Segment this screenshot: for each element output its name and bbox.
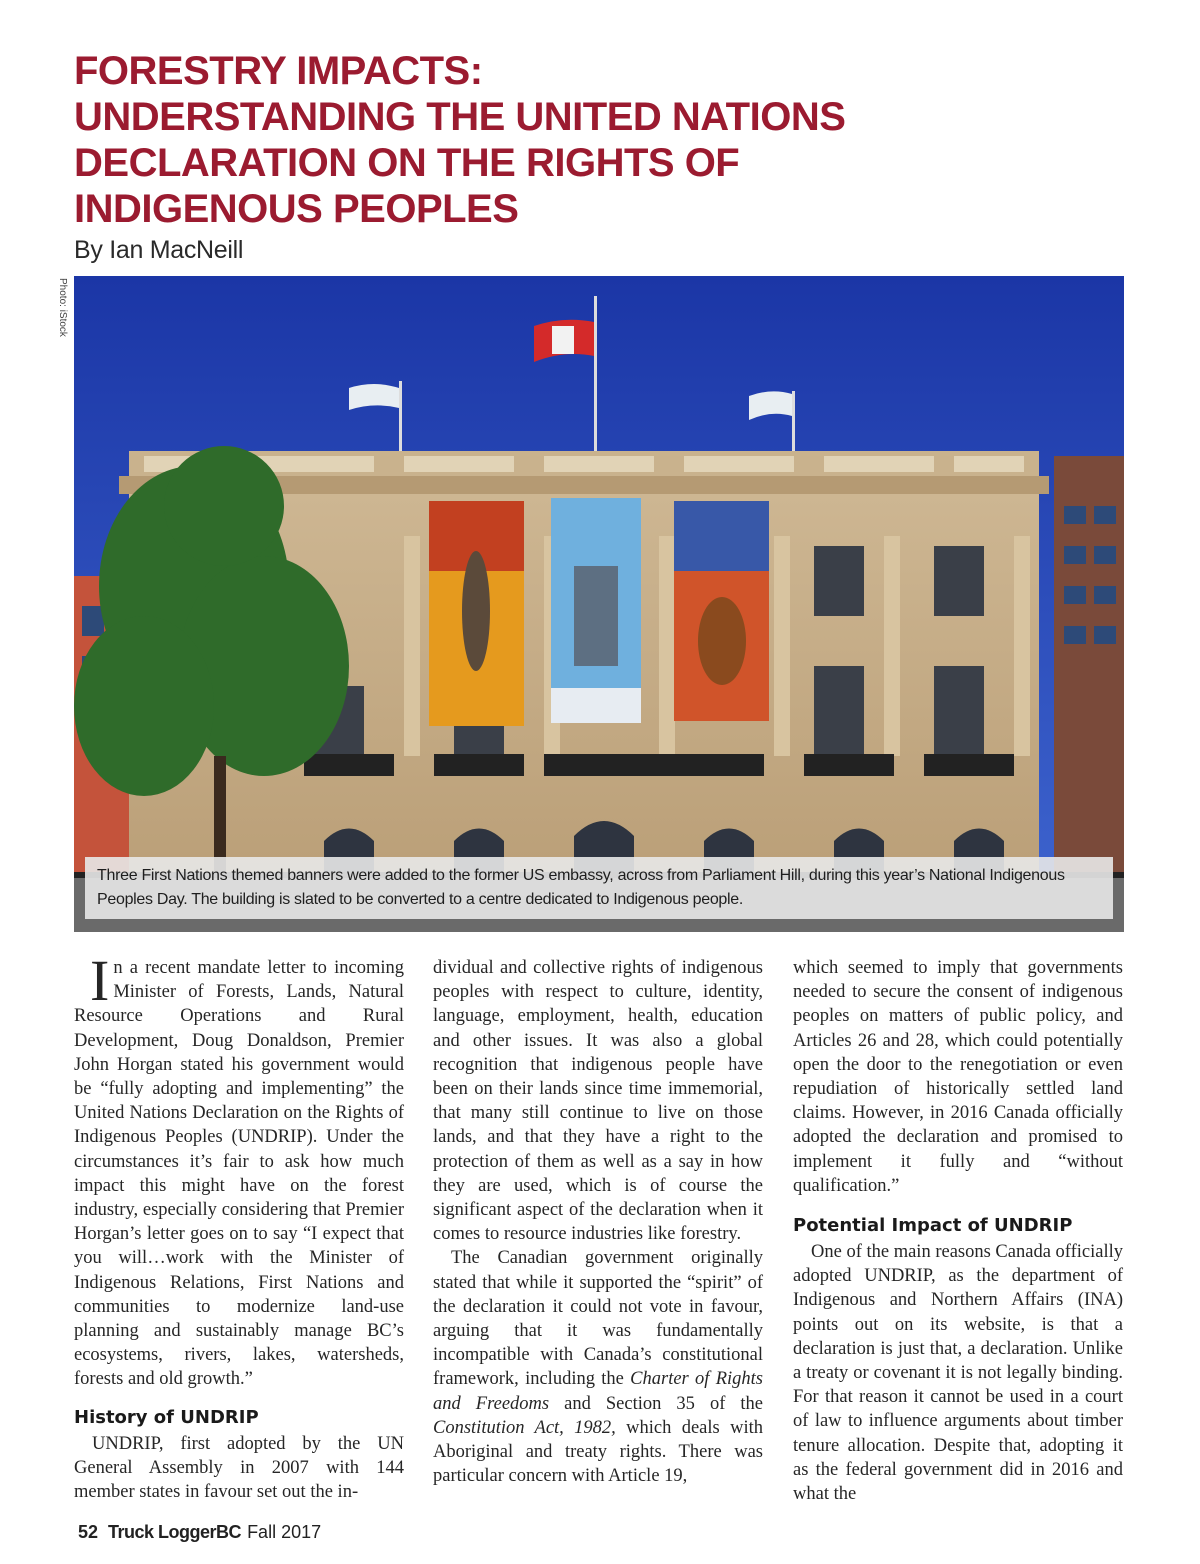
embassy-illustration (74, 276, 1124, 932)
body-column-3 (793, 956, 1123, 1506)
title-line-3: DECLARATION ON THE RIGHTS OF (74, 141, 740, 185)
byline: By Ian MacNeill (74, 236, 244, 264)
col2-p2-part-b: and Section 35 of the (549, 1393, 764, 1414)
col2-p2-part-c: which deals with Aboriginal and treaty rights. There was particular concern with Article 19, (433, 1417, 763, 1487)
heading-impact: Potential Impact of UNDRIP (793, 1215, 1073, 1237)
title-line-4: INDIGENOUS PEOPLES (74, 187, 519, 231)
col1-paragraph-1: n a recent mandate letter to incoming Minister of Forests, Lands, Natural Resource Operations and Rural Development, Doug Donaldson, Premier John Horgan stated his government would be “fully adopting and implementing” the United Nations Declaration on the Rights of Indigenous Peoples (UNDRIP). Under the circumstances it’s fair to ask how much impact this might have on the forest industry, especially considering that Premier Horgan’s letter goes on to say “I expect that you will…work with the Minister of Indigenous Relations, First Nations and communities to modernize land-use planning and sustainably manage BC’s ecosystems, rivers, lakes, watersheds, forests and old growth.” (74, 958, 404, 1390)
charter-title: Charter of Rights and Freedoms (433, 1369, 764, 1414)
photo-caption: Three First Nations themed banners were added to the former US embassy, across from Parliament Hill, during this year’s National Indigenous Peoples Day. The building is slated to be converted to a centre dedicated to Indigenous people. (85, 857, 1113, 919)
title-line-2: UNDERSTANDING THE UNITED NATIONS (74, 95, 846, 139)
col1-paragraph-2: UNDRIP, first adopted by the UN General Assembly in 2007 with 144 member states in favour set out the in- (74, 1433, 404, 1503)
page-number: 52 (78, 1522, 99, 1542)
col2-p2-part-a: The Canadian government originally stated that while it supported the “spirit” of the declaration it could not vote in favour, arguing that it was fundamentally incompatible with Canada’s constitutional framework, including the (433, 1248, 763, 1390)
col3-paragraph-2: One of the main reasons Canada officially adopted UNDRIP, as the department of Indigenous and Northern Affairs (INA) points out on its website, is that a declaration is just that, a declaration. Unlike a treaty or covenant it is not legally binding. For that reason it cannot be used in a court of law to influence arguments about timber tenure allocation. Despite that, adopting it as the federal government did in 2016 and what the (793, 1242, 1123, 1505)
magazine-name: Truck LoggerBC (108, 1522, 242, 1542)
heading-history: History of UNDRIP (74, 1406, 259, 1428)
body-column-1 (74, 948, 404, 1504)
drop-cap: I (90, 948, 110, 1013)
col2-paragraph-2 (433, 1246, 763, 1488)
col3-paragraph-1: which seemed to imply that governments needed to secure the consent of indigenous peoples on matters of public policy, and Articles 26 and 28, which could potentially open the door to the renegotiation or even repudiation of historically settled land claims. However, in 2016 Canada officially adopted the declaration and promised to implement it fully and “without qualification.” (793, 958, 1123, 1196)
issue-label: Fall 2017 (247, 1522, 322, 1542)
page-footer (78, 1520, 321, 1544)
title-line-1: FORESTRY IMPACTS: (74, 49, 483, 93)
embassy-photo (74, 276, 1124, 932)
col2-paragraph-1: dividual and collective rights of indigenous peoples with respect to culture, identity, language, employment, health, education and other issues. It was also a global recognition that indigenous people have been on their lands since time immemorial, that many still continue to live on those lands, and that they have a right to the protection of them as well as a say in how they are used, which is of course the significant aspect of the declaration when it comes to resource industries like forestry. (433, 958, 763, 1245)
photo-credit: Photo: iStock (57, 278, 68, 337)
body-column-2 (433, 956, 763, 1488)
constitution-act-title: Constitution Act, 1982, (433, 1417, 616, 1438)
